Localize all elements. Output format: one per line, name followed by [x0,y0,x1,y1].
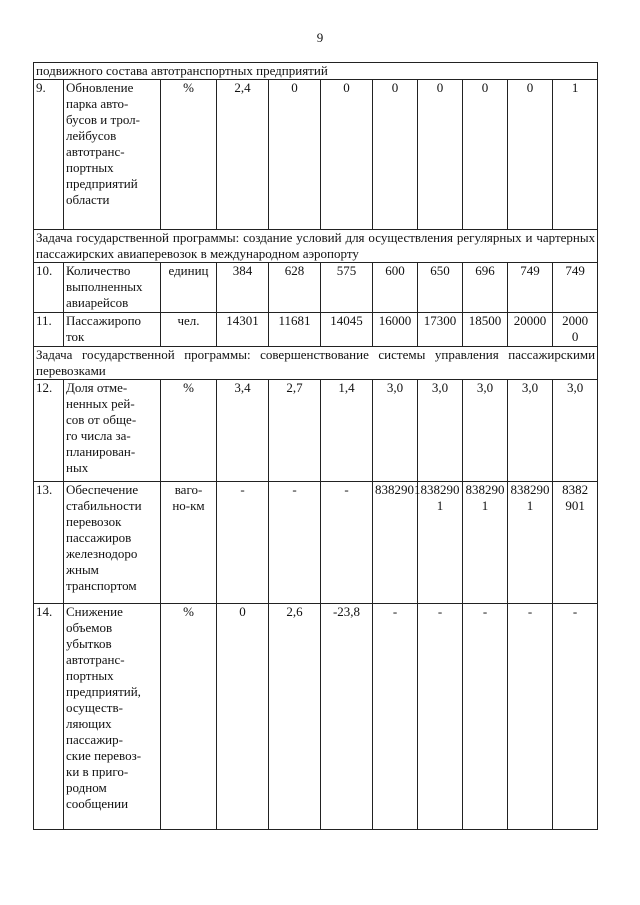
value-cell: 0 [373,80,418,230]
table-row [34,263,598,313]
row-number: 9. [34,80,64,230]
value-cell: 3,0 [463,380,508,482]
section-row [34,230,598,263]
value-cell: - [269,482,321,604]
value-cell: 838290 1 [508,482,553,604]
value-cell: 1,4 [321,380,373,482]
value-cell: 3,0 [418,380,463,482]
unit-cell: единиц [161,263,217,313]
value-cell: 8382901 [373,482,418,604]
table-row [34,482,598,604]
value-cell: -23,8 [321,604,373,830]
section-heading-aviation: Задача государственной программы: создание условий для осуществления регулярных и чартерных пассажирских авиаперевозок в международном аэропорту [34,230,598,263]
row-number: 13. [34,482,64,604]
indicator-name: Обеспечение стабильности перевозок пассажиров железнодоро жным транспортом [64,482,161,604]
value-cell: 3,0 [553,380,598,482]
value-cell: - [553,604,598,830]
page-number: 9 [316,30,324,45]
row-number: 11. [34,313,64,347]
value-cell: 8382 901 [553,482,598,604]
value-cell: 2,6 [269,604,321,830]
value-cell: - [508,604,553,830]
value-cell: - [217,482,269,604]
value-cell: 3,0 [373,380,418,482]
value-cell: 18500 [463,313,508,347]
value-cell: 3,0 [508,380,553,482]
indicator-name: Пассажиропо ток [64,313,161,347]
value-cell: 600 [373,263,418,313]
indicator-name: Обновление парка авто- бусов и трол- лейбусов автотранс- портных предприятий области [64,80,161,230]
value-cell: 1 [553,80,598,230]
value-cell: 16000 [373,313,418,347]
table-row [34,313,598,347]
unit-cell: % [161,604,217,830]
indicator-name: Количество выполненных авиарейсов [64,263,161,313]
value-cell: 749 [553,263,598,313]
carryover-row [34,63,598,80]
value-cell: 20000 [508,313,553,347]
unit-cell: ваго- но-км [161,482,217,604]
row-number: 10. [34,263,64,313]
value-cell: 838290 1 [418,482,463,604]
value-cell: - [373,604,418,830]
value-cell: - [463,604,508,830]
value-cell: 838290 1 [463,482,508,604]
value-cell: 14301 [217,313,269,347]
value-cell: 384 [217,263,269,313]
value-cell: 0 [321,80,373,230]
value-cell: 2,4 [217,80,269,230]
value-cell: 575 [321,263,373,313]
value-cell: 696 [463,263,508,313]
value-cell: 0 [217,604,269,830]
table-row [34,604,598,830]
value-cell: 14045 [321,313,373,347]
row-number: 14. [34,604,64,830]
value-cell: 650 [418,263,463,313]
value-cell: 0 [269,80,321,230]
indicator-name: Доля отме- ненных рей- сов от обще- го числа за- планирован- ных [64,380,161,482]
indicators-table [33,62,598,830]
value-cell: 0 [418,80,463,230]
value-cell: 11681 [269,313,321,347]
value-cell: 628 [269,263,321,313]
value-cell: 3,4 [217,380,269,482]
value-cell: 0 [508,80,553,230]
table-row [34,80,598,230]
unit-cell: чел. [161,313,217,347]
value-cell: - [321,482,373,604]
section-heading-management: Задача государственной программы: совершенствование системы управления пассажирскими перевозками [34,347,598,380]
value-cell: 2000 0 [553,313,598,347]
unit-cell: % [161,80,217,230]
value-cell: 17300 [418,313,463,347]
unit-cell: % [161,380,217,482]
table-row [34,380,598,482]
carryover-header: подвижного состава автотранспортных предприятий [34,63,598,80]
value-cell: 749 [508,263,553,313]
row-number: 12. [34,380,64,482]
section-row [34,347,598,380]
indicator-name: Снижение объемов убытков автотранс- портных предприятий, осуществ- ляющих пассажир- ские перевоз- ки в приго- родном сообщении [64,604,161,830]
value-cell: 2,7 [269,380,321,482]
value-cell: - [418,604,463,830]
value-cell: 0 [463,80,508,230]
